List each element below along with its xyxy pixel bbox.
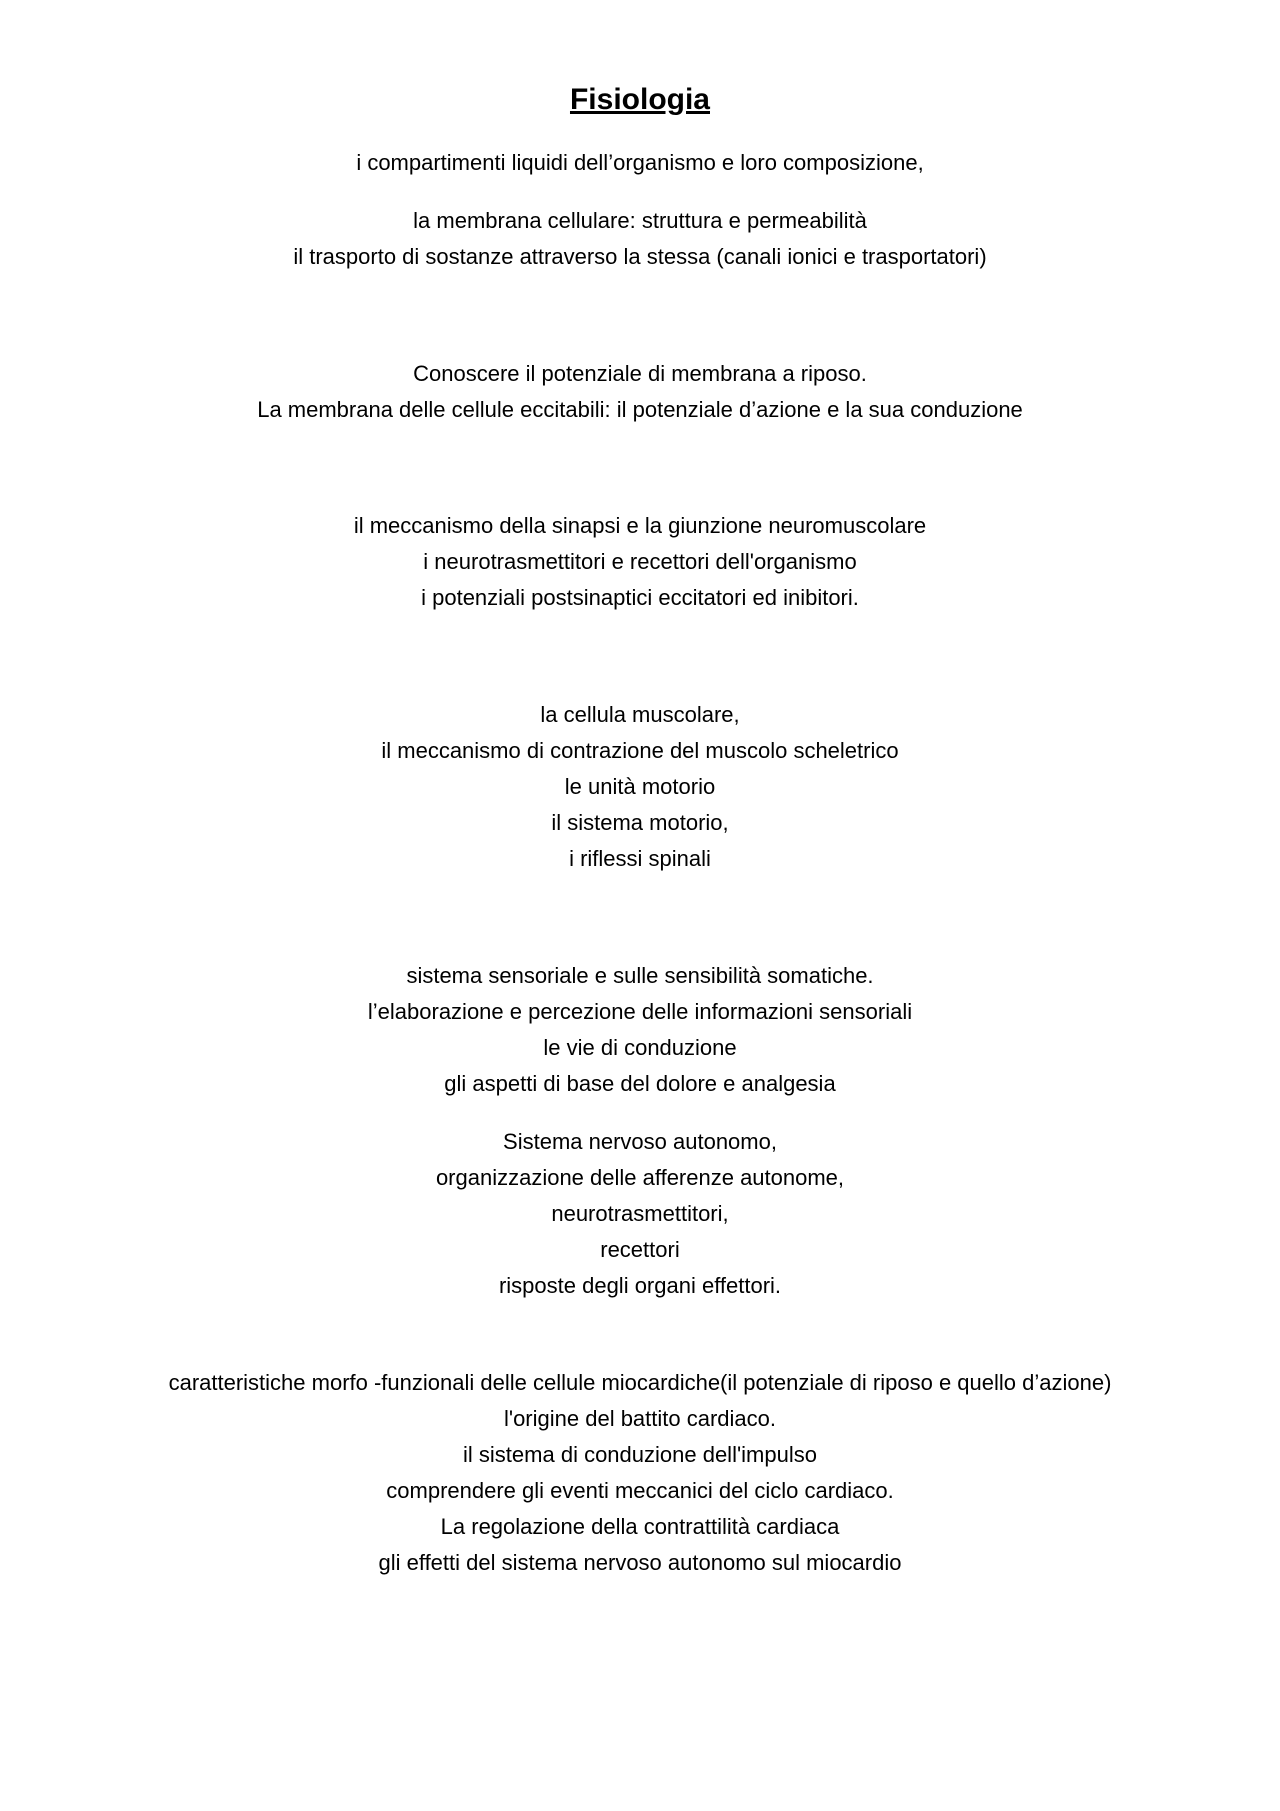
section-6-line-3: le vie di conduzione bbox=[543, 1035, 737, 1060]
section-4-line-1: il meccanismo della sinapsi e la giunzione neuromuscolare bbox=[353, 513, 927, 538]
section-7-line-5: risposte degli organi effettori. bbox=[498, 1273, 782, 1298]
section-8-line-6: gli effetti del sistema nervoso autonomo sul miocardio bbox=[378, 1550, 902, 1575]
section-4-line-2: i neurotrasmettitori e recettori dell'organismo bbox=[423, 549, 857, 574]
section-1-line-1: i compartimenti liquidi dell’organismo e loro composizione, bbox=[356, 150, 924, 175]
section-6-line-1: sistema sensoriale e sulle sensibilità somatiche. bbox=[406, 963, 874, 988]
section-7-line-3: neurotrasmettitori, bbox=[551, 1201, 729, 1226]
section-8-line-2: l'origine del battito cardiaco. bbox=[503, 1406, 777, 1431]
section-4-line-3: i potenziali postsinaptici eccitatori ed inibitori. bbox=[421, 585, 859, 610]
section-8-line-3: il sistema di conduzione dell'impulso bbox=[463, 1442, 817, 1467]
section-2-line-1: la membrana cellulare: struttura e permeabilità bbox=[413, 208, 867, 233]
section-2-line-2: il trasporto di sostanze attraverso la stessa (canali ionici e trasportatori) bbox=[293, 244, 987, 269]
section-8-line-1: caratteristiche morfo -funzionali delle cellule miocardiche(il potenziale di riposo e quello d’azione) bbox=[168, 1370, 1112, 1395]
section-7-line-2: organizzazione delle afferenze autonome, bbox=[435, 1165, 845, 1190]
section-6-line-4: gli aspetti di base del dolore e analgesia bbox=[444, 1071, 836, 1096]
section-7-line-4: recettori bbox=[600, 1237, 680, 1262]
section-3-line-2: La membrana delle cellule eccitabili: il potenziale d’azione e la sua conduzione bbox=[257, 397, 1023, 422]
section-8-line-4: comprendere gli eventi meccanici del ciclo cardiaco. bbox=[386, 1478, 894, 1503]
section-5-line-2: il meccanismo di contrazione del muscolo scheletrico bbox=[381, 738, 899, 763]
section-5-line-1: la cellula muscolare, bbox=[540, 702, 740, 727]
document-title: Fisiologia bbox=[569, 83, 710, 116]
section-7-line-1: Sistema nervoso autonomo, bbox=[503, 1129, 777, 1154]
section-5-line-3: le unità motorio bbox=[564, 774, 716, 799]
section-5-line-5: i riflessi spinali bbox=[569, 846, 711, 871]
section-5-line-4: il sistema motorio, bbox=[551, 810, 729, 835]
section-3-line-1: Conoscere il potenziale di membrana a riposo. bbox=[413, 361, 867, 386]
section-8-line-5: La regolazione della contrattilità cardiaca bbox=[440, 1514, 840, 1539]
section-6-line-2: l’elaborazione e percezione delle informazioni sensoriali bbox=[367, 999, 913, 1024]
